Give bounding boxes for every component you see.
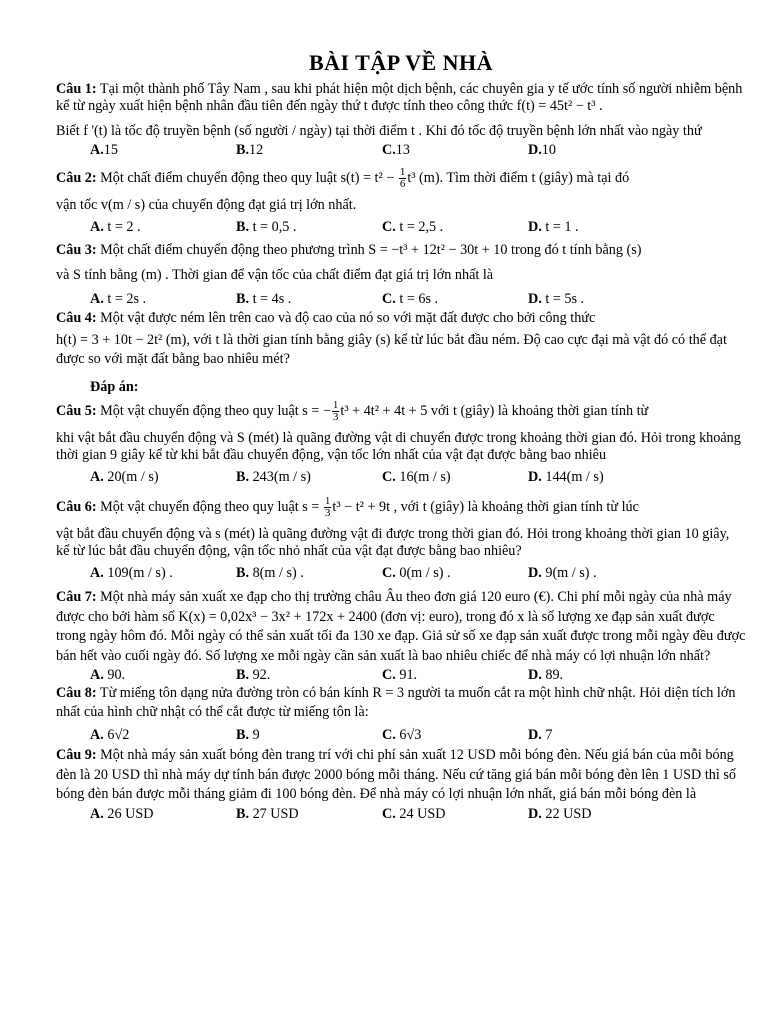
option-b[interactable]: B. 92.	[236, 667, 271, 683]
question-text: Một chất điểm chuyển động theo quy luật s(t) = t² −	[100, 170, 395, 186]
option-c[interactable]: C. t = 2,5 .	[382, 219, 444, 235]
option-b[interactable]: B. 243(m / s)	[236, 469, 311, 485]
option-c[interactable]: C. 91.	[382, 667, 418, 683]
option-c[interactable]: C. 0(m / s) .	[382, 565, 451, 581]
question-text: Một nhà máy sản xuất xe đạp cho thị trường châu Âu theo đơn giá 120 euro (€). Chi phí mỗi ngày của nhà máy được cho bởi hàm số K(x) = 0,02x³ − 3x² + 172x + 2400 (đơn vị: euro), trong đó x là số lượng xe đạp sản xuất được trong ngày hôm đó. Mỗi ngày có thể sản xuất tối đa 130 xe đạp. Giả sử số xe đạp sản xuất được trong mỗi ngày đều được bán hết vào cuối ngày đó. Số lượng xe mỗi ngày cần sản xuất là bao nhiêu chiếc để nhà máy có lợi nhuận lớn nhất?	[56, 589, 746, 664]
question-text: Từ miếng tôn dạng nửa đường tròn có bán kính R = 3 người ta muốn cắt ra một hình chữ nhật. Hỏi diện tích lớn nhất của hình chữ nhật có thể cắt được từ miếng tôn là:	[56, 685, 736, 720]
option-d[interactable]: D. 22 USD	[528, 805, 592, 822]
question-label: Câu 8:	[56, 685, 97, 701]
option-a[interactable]: A.15	[90, 142, 118, 158]
question-text: t³ + 4t² + 4t + 5 với t (giây) là khoảng thời gian tính từ	[340, 403, 649, 419]
options	[90, 666, 746, 684]
option-d[interactable]: D. t = 5s .	[528, 291, 585, 307]
question-text: Tại một thành phố Tây Nam , sau khi phát hiện một dịch bệnh, các chuyên gia y tế ước tính số người nhiễm bệnh kể từ ngày xuất hiện bệnh nhân đầu tiên đến ngày thứ t được tính theo công thức f(t) = 45t² − t³ .	[56, 81, 743, 114]
option-b[interactable]: B. t = 0,5 .	[236, 219, 297, 235]
option-b[interactable]: B. 8(m / s) .	[236, 565, 304, 581]
option-a[interactable]: A. 6√2	[90, 727, 130, 743]
question-2	[56, 163, 746, 236]
question-text: h(t) = 3 + 10t − 2t² (m), với t là thời gian tính bằng giây (s) kể từ lúc bắt đầu ném. Độ cao cực đại mà vật đó có thể đạt được so với mặt đất bằng bao nhiêu mét?	[56, 332, 727, 367]
option-a[interactable]: A. t = 2s .	[90, 291, 147, 307]
worksheet	[56, 50, 746, 823]
option-d[interactable]: D. 89.	[528, 667, 564, 683]
option-d[interactable]: D. 9(m / s) .	[528, 565, 597, 581]
option-d[interactable]: D. t = 1 .	[528, 219, 579, 235]
question-9	[56, 746, 746, 823]
option-a[interactable]: A. 109(m / s) .	[90, 565, 173, 581]
question-label: Câu 9:	[56, 747, 97, 763]
options	[90, 141, 746, 159]
fraction: $\frac{1}{3}$	[332, 399, 339, 424]
option-c[interactable]: C. 24 USD	[382, 805, 446, 822]
question-4	[56, 310, 746, 396]
option-b[interactable]: B.12	[236, 142, 264, 158]
question-8	[56, 684, 746, 744]
option-c[interactable]: C.13	[382, 142, 410, 158]
option-a[interactable]: A. 90.	[90, 667, 126, 683]
option-a[interactable]: A. 26 USD	[90, 805, 154, 822]
question-text: t³ − t² + 9t , với t (giây) là khoảng thời gian tính từ lúc	[332, 499, 639, 515]
option-c[interactable]: C. 6√3	[382, 727, 422, 743]
options	[90, 726, 746, 744]
options	[90, 468, 746, 486]
fraction: $\frac{1}{6}$	[399, 166, 406, 191]
question-label: Câu 2:	[56, 170, 97, 186]
question-5	[56, 396, 746, 486]
option-c[interactable]: C. t = 6s .	[382, 291, 439, 307]
question-label: Câu 4:	[56, 310, 97, 326]
question-label: Câu 7:	[56, 589, 97, 605]
question-6	[56, 492, 746, 582]
question-text: Một nhà máy sản xuất bóng đèn trang trí với chi phí sản xuất 12 USD mỗi bóng đèn. Nếu giá bán của mỗi bóng đèn là 20 USD thì nhà máy dự tính bán được 2000 bóng mỗi tháng. Nếu cứ tăng giá bán mỗi bóng đèn lên 1 USD thì số bóng đèn bán được mỗi tháng giảm đi 100 bóng đèn. Để nhà máy có lợi nhuận lớn nhất, giá bán mỗi bóng đèn là	[56, 747, 736, 802]
question-text: Biết f '(t) là tốc độ truyền bệnh (số người / ngày) tại thời điểm t . Khi đó tốc độ truyền bệnh lớn nhất vào ngày thứ	[56, 123, 702, 139]
question-label: Câu 3:	[56, 242, 97, 258]
options	[90, 805, 746, 823]
answer-label: Đáp án:	[90, 379, 139, 395]
question-label: Câu 1:	[56, 81, 97, 97]
question-text: Một vật được ném lên trên cao và độ cao của nó so với mặt đất được cho bởi công thức	[100, 310, 596, 326]
page-title: BÀI TẬP VỀ NHÀ	[308, 50, 494, 75]
option-d[interactable]: D. 144(m / s)	[528, 469, 604, 485]
question-text: Một vật chuyển động theo quy luật s = −	[100, 403, 331, 419]
question-text: vật bắt đầu chuyển động và s (mét) là quãng đường vật đi được trong thời gian đó. Hỏi trong khoảng thời gian 10 giây, kể từ lúc bắt đầu chuyển động, vận tốc nhỏ nhất của vật đạt được bằng bao nhiêu?	[56, 526, 730, 559]
option-d[interactable]: D.10	[528, 142, 556, 158]
options	[90, 290, 746, 308]
options	[90, 564, 746, 582]
question-text: vận tốc v(m / s) của chuyển động đạt giá trị lớn nhất.	[56, 197, 357, 213]
question-text: khi vật bắt đầu chuyển động và S (mét) là quãng đường vật di chuyển được trong khoảng thời gian đó. Hỏi trong khoảng thời gian 9 giây kể từ khi bắt đầu chuyển động, vận tốc lớn nhất của vật đạt được bằng bao nhiêu	[56, 430, 741, 463]
question-7	[56, 588, 746, 684]
question-1	[56, 81, 746, 159]
option-d[interactable]: D. 7	[528, 727, 553, 743]
option-b[interactable]: B. t = 4s .	[236, 291, 292, 307]
question-text: và S tính bằng (m) . Thời gian để vận tốc của chất điểm đạt giá trị lớn nhất là	[56, 267, 494, 283]
question-text: Một vật chuyển động theo quy luật s =	[100, 499, 320, 515]
option-a[interactable]: A. t = 2 .	[90, 219, 141, 235]
option-c[interactable]: C. 16(m / s)	[382, 469, 451, 485]
question-3	[56, 242, 746, 308]
option-b[interactable]: B. 9	[236, 727, 260, 743]
options	[90, 218, 746, 236]
fraction: $\frac{1}{3}$	[324, 495, 331, 520]
question-label: Câu 5:	[56, 403, 97, 419]
question-text: Một chất điểm chuyển động theo phương trình S = −t³ + 12t² − 30t + 10 trong đó t tính bằng (s)	[100, 242, 642, 258]
option-b[interactable]: B. 27 USD	[236, 805, 299, 822]
option-a[interactable]: A. 20(m / s)	[90, 469, 159, 485]
question-text: t³ (m). Tìm thời điểm t (giây) mà tại đó	[407, 170, 630, 186]
question-label: Câu 6:	[56, 499, 97, 515]
